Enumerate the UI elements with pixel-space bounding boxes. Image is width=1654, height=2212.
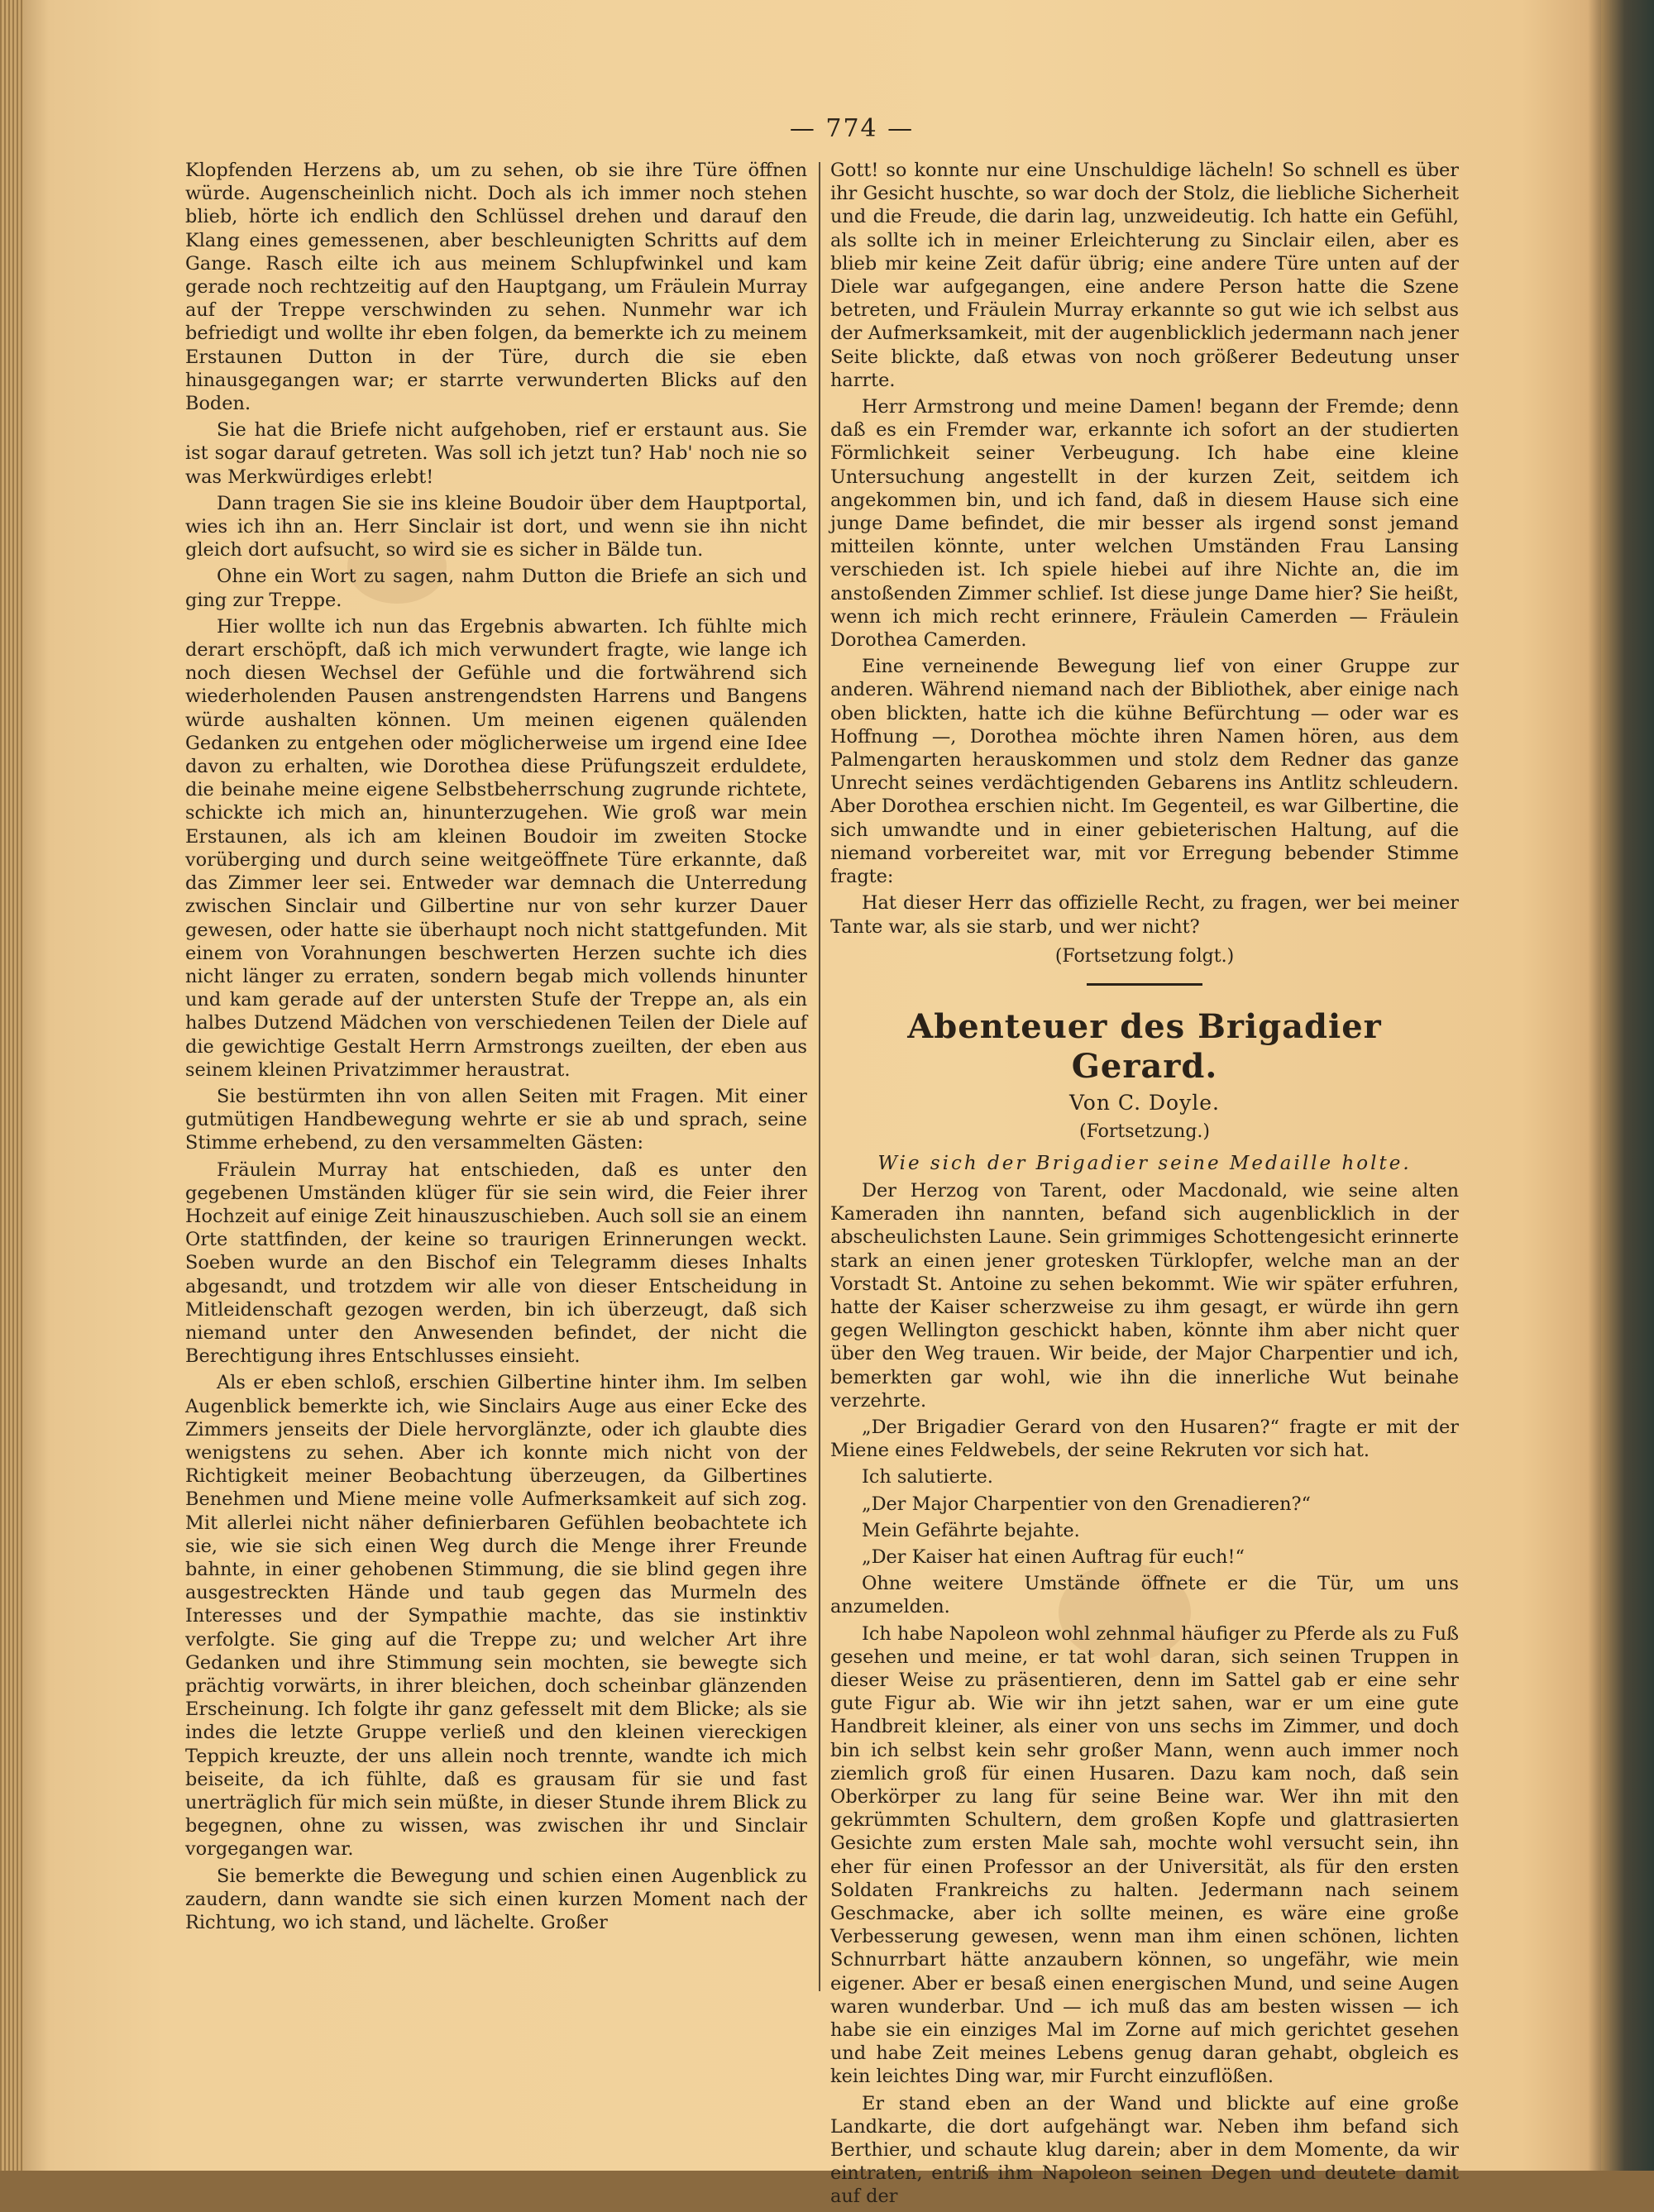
paragraph: Mein Gefährte bejahte. [862, 1519, 1080, 1541]
paragraph: Gott! so konnte nur eine Unschuldige lächeln! So schnell es über ihr Gesicht huschte, so war doch der Stolz, die liebliche Sicherheit und die Freude, die darin lag, unzweideutig. Ich hatte ein Gefühl, als sollte ich in meiner Erleichterung zu Sinclair eilen, aber es blieb mir keine Zeit dafür übrig; eine andere Türe unten auf der Diele war aufgegangen, eine andere Person hatte die Szene betreten, und Fräulein Murray erkannte so gut wie ich selbst aus der Aufmerksamkeit, mit der augenblicklich jedermann nach jener Seite blickte, daß etwas von noch größerer Bedeutung unser harrte. [830, 160, 1459, 391]
paragraph: Sie bemerkte die Bewegung und schien einen Augenblick zu zaudern, dann wandte sie sich einen kurzen Moment nach der Richtung, wo ich stand, und lächelte. Großer [185, 1865, 807, 1934]
paragraph: Sie bestürmten ihn von allen Seiten mit Fragen. Mit einer gutmütigen Handbewegung wehrte er sie ab und sprach, seine Stimme erhebend, zu den versammelten Gästen: [185, 1085, 807, 1154]
story-author: Von C. Doyle. [1069, 1090, 1220, 1115]
paragraph: Hier wollte ich nun das Ergebnis abwarten. Ich fühlte mich derart erschöpft, daß ich mich verwundert fragte, wie lange ich noch diesen Wechsel der Gefühle und die fortwährend sich wiederholenden Pausen anstrengendsten Harrens und Bangens würde aushalten können. Um meinen eigenen quälenden Gedanken zu entgehen oder möglicherweise um irgend eine Idee davon zu erhalten, wie Dorothea diese Prüfungszeit erduldete, die beinahe meine eigene Selbstbeherrschung zugrunde richtete, schickte ich mich an, hinunterzugehen. Wie groß war mein Erstaunen, als ich am kleinen Boudoir im zweiten Stocke vorüberging und durch seine weitgeöffnete Türe erkannte, daß das Zimmer leer sei. Entweder war demnach die Unterredung zwischen Sinclair und Gilbertine nur von sehr kurzer Dauer gewesen, oder hatte sie überhaupt noch nicht stattgefunden. Mit einem von Vorahnungen beschwerten Herzen suchte ich dies nicht länger zu erraten, sondern begab mich vollends hinunter und kam gerade auf der untersten Stufe der Treppe an, als ein halbes Dutzend Mädchen von verschiedenen Teilen der Diele auf die gewichtige Gestalt Herrn Armstrongs zueilten, der eben aus seinem kleinen Privatzimmer heraustrat. [185, 615, 807, 1081]
right-column [830, 159, 1459, 2212]
paragraph: Als er eben schloß, erschien Gilbertine hinter ihm. Im selben Augenblick bemerkte ich, wie Sinclairs Auge aus einer Ecke des Zimmers jenseits der Diele hervorglänzte, oder ich glaubte dies wenigstens zu sehen. Aber ich konnte mich nicht von der Richtigkeit meiner Beobachtung überzeugen, da Gilbertines Benehmen und Miene meine volle Aufmerksamkeit auf sich zog. Mit allerlei nicht näher definierbaren Gefühlen beobachtete ich sie, wie sie sich einen Weg durch die Menge ihrer Freunde bahnte, in einer gehobenen Stimmung, die sie blind gegen ihre ausgestreckten Hände und taub gegen das Murmeln des Interesses und der Sympathie machte, das sie instinktiv verfolgte. Sie ging auf die Treppe zu; und welcher Art ihre Gedanken und ihre Stimmung sein mochten, sie bewegte sich prächtig vorwärts, in ihrer bleichen, doch scheinbar glänzenden Erscheinung. Ich folgte ihr ganz gefesselt mit dem Blicke; als sie indes die letzte Gruppe verließ und den kleinen viereckigen Teppich kreuzte, der uns allein noch trennte, wandte ich mich beiseite, da ich fühlte, daß es grausam für sie und fast unerträglich für mich sein müßte, in dieser Stunde ihrem Blick zu begegnen, ohne zu wissen, was zwischen ihr und Sinclair vorgegangen war. [185, 1372, 807, 1861]
paragraph: „Der Brigadier Gerard von den Husaren?“ fragte er mit der Miene eines Feldwebels, der seine Rekruten vor sich hat. [830, 1416, 1459, 1462]
paragraph: Ich salutierte. [862, 1466, 993, 1488]
paragraph: Klopfenden Herzens ab, um zu sehen, ob sie ihre Türe öffnen würde. Augenscheinlich nicht. Doch als ich immer noch stehen blieb, hörte ich endlich den Schlüssel drehen und darauf den Klang eines gemessenen, aber beschleunigten Schritts auf dem Gange. Rasch eilte ich aus meinem Schlupfwinkel und kam gerade noch rechtzeitig auf den Hauptgang, um Fräulein Murray auf der Treppe verschwinden zu sehen. Nunmehr war ich befriedigt und wollte ihr eben folgen, da bemerkte ich zu meinem Erstaunen Dutton in der Türe, durch die sie eben hinausgegangen war; er starrte verwunderten Blicks auf den Boden. [185, 160, 807, 415]
paragraph: Ohne weitere Umstände öffnete er die Tür, um uns anzumelden. [830, 1573, 1459, 1618]
book-spine-right [1601, 0, 1654, 2171]
paragraph: Eine verneinende Bewegung lief von einer Gruppe zur anderen. Während niemand nach der Bibliothek, aber einige nach oben blickten, hatte ich die kühne Befürchtung — oder war es Hoffnung —, Dorothea möchte ihren Namen hören, aus dem Palmengarten herauskommen und stolz dem Redner das ganze Unrecht seines verdächtigenden Gebarens ins Antlitz schleudern. Aber Dorothea erschien nicht. Im Gegenteil, es war Gilbertine, die sich umwandte und in einer gebieterischen Haltung, auf die niemand vorbereitet war, mit vor Erregung bebender Stimme fragte: [830, 656, 1459, 888]
column-divider [819, 162, 820, 1991]
section-divider [1087, 983, 1202, 986]
paragraph: Fräulein Murray hat entschieden, daß es unter den gegebenen Umständen klüger für sie sein wird, die Feier ihrer Hochzeit auf einige Zeit hinauszuschieben. Auch soll sie an einem Orte stattfinden, der keine so traurigen Erinnerungen weckt. Soeben wurde an den Bischof ein Telegramm dieses Inhalts abgesandt, und trotzdem wir alle von dieser Entscheidung in Mitleidenschaft gezogen werden, bin ich überzeugt, daß sich niemand unter den Anwesenden befindet, der nicht die Berechtigung ihres Entschlusses einsieht. [185, 1159, 807, 1368]
paragraph: Er stand eben an der Wand und blickte auf eine große Landkarte, die dort aufgehängt war. Neben ihm befand sich Berthier, und schaute klug darein; aber in dem Momente, da wir eintraten, entriß ihm Napoleon seinen Degen und deutete damit auf der [830, 2092, 1459, 2208]
book-edge-left [0, 0, 23, 2171]
paragraph: „Der Major Charpentier von den Grenadieren?“ [862, 1493, 1311, 1515]
paragraph: Dann tragen Sie sie ins kleine Boudoir über dem Hauptportal, wies ich ihn an. Herr Sinclair ist dort, und wenn sie ihn nicht gleich dort aufsucht, so wird sie es sicher in Bälde tun. [185, 492, 807, 561]
continued-note: (Fortsetzung folgt.) [1054, 945, 1235, 967]
story-continuation: (Fortsetzung.) [1079, 1120, 1210, 1142]
page-number: — 774 — [789, 114, 915, 143]
paragraph: Ohne ein Wort zu sagen, nahm Dutton die Briefe an sich und ging zur Treppe. [185, 566, 807, 611]
left-column [185, 159, 807, 1937]
paragraph: Hat dieser Herr das offizielle Recht, zu fragen, wer bei meiner Tante war, als sie starb, und wer nicht? [830, 892, 1459, 938]
paragraph: „Der Kaiser hat einen Auftrag für euch!“ [862, 1546, 1245, 1568]
paragraph: Sie hat die Briefe nicht aufgehoben, rief er erstaunt aus. Sie ist sogar darauf getreten. Was soll ich jetzt tun? Hab' noch nie so was Merkwürdiges erlebt! [185, 419, 807, 488]
chapter-title: Wie sich der Brigadier seine Medaille holte. [877, 1152, 1412, 1174]
story-title: Abenteuer des Brigadier Gerard. [907, 1006, 1382, 1086]
paragraph: Der Herzog von Tarent, oder Macdonald, wie seine alten Kameraden ihn nannten, befand sich augenblicklich in der abscheulichsten Laune. Sein grimmiges Schottengesicht erinnerte stark an einen jener grotesken Türklopfer, welche man an der Vorstadt St. Antoine zu sehen bekommt. Wie wir später erfuhren, hatte der Kaiser scherzweise zu ihm gesagt, er würde ihn gern gegen Wellington geschickt haben, könnte ihm aber nicht quer über den Weg trauen. Wir beide, der Major Charpentier und ich, bemerkten gar wohl, wie ihn die innerliche Wut beinahe verzehrte. [830, 1179, 1459, 1412]
paragraph: Herr Armstrong und meine Damen! begann der Fremde; denn daß es ein Fremder war, erkannte ich sofort an der studierten Förmlichkeit seiner Verbeugung. Ich habe eine kleine Untersuchung angestellt in der kurzen Zeit, seitdem ich angekommen bin, und ich fand, daß in diesem Hause sich eine junge Dame befindet, die mir besser als irgend sonst jemand mitteilen könnte, unter welchen Umständen Frau Lansing verschieden ist. Ich spiele hiebei auf ihre Nichte an, die im anstoßenden Zimmer schlief. Ist diese junge Dame hier? Sie heißt, wenn ich mich recht erinnere, Fräulein Camerden — Fräulein Dorothea Camerden. [830, 396, 1459, 652]
paragraph: Ich habe Napoleon wohl zehnmal häufiger zu Pferde als zu Fuß gesehen und meine, er tat wohl daran, sich seinen Truppen in dieser Weise zu präsentieren, denn im Sattel gab er eine sehr gute Figur ab. Wie wir ihn jetzt sahen, war er um eine gute Handbreit kleiner, als einer von uns sechs im Zimmer, und doch bin ich selbst kein sehr großer Mann, wenn auch immer noch ziemlich groß für einen Husaren. Dazu kam noch, daß sein Oberkörper zu lang für seine Beine war. Wer ihn mit den gekrümmten Schultern, dem großen Kopfe und glattrasierten Gesichte zum ersten Male sah, mochte wohl versucht sein, ihn eher für einen Professor an der Universität, als für den ersten Soldaten Frankreichs zu halten. Jedermann nach seinem Geschmacke, aber ich sollte meinen, es wäre eine große Verbesserung gewesen, wenn man ihm einen schönen, lichten Schnurrbart hätte anzaubern können, so ungefähr, wie mein eigener. Aber er besaß einen energischen Mund, und seine Augen waren wunderbar. Und — ich muß das am besten wissen — ich habe sie ein einziges Mal im Zorne auf mich gerichtet gesehen und habe Zeit meines Lebens genug daran gehabt, obgleich es kein leichtes Ding war, mir Furcht einzuflößen. [830, 1622, 1459, 2088]
